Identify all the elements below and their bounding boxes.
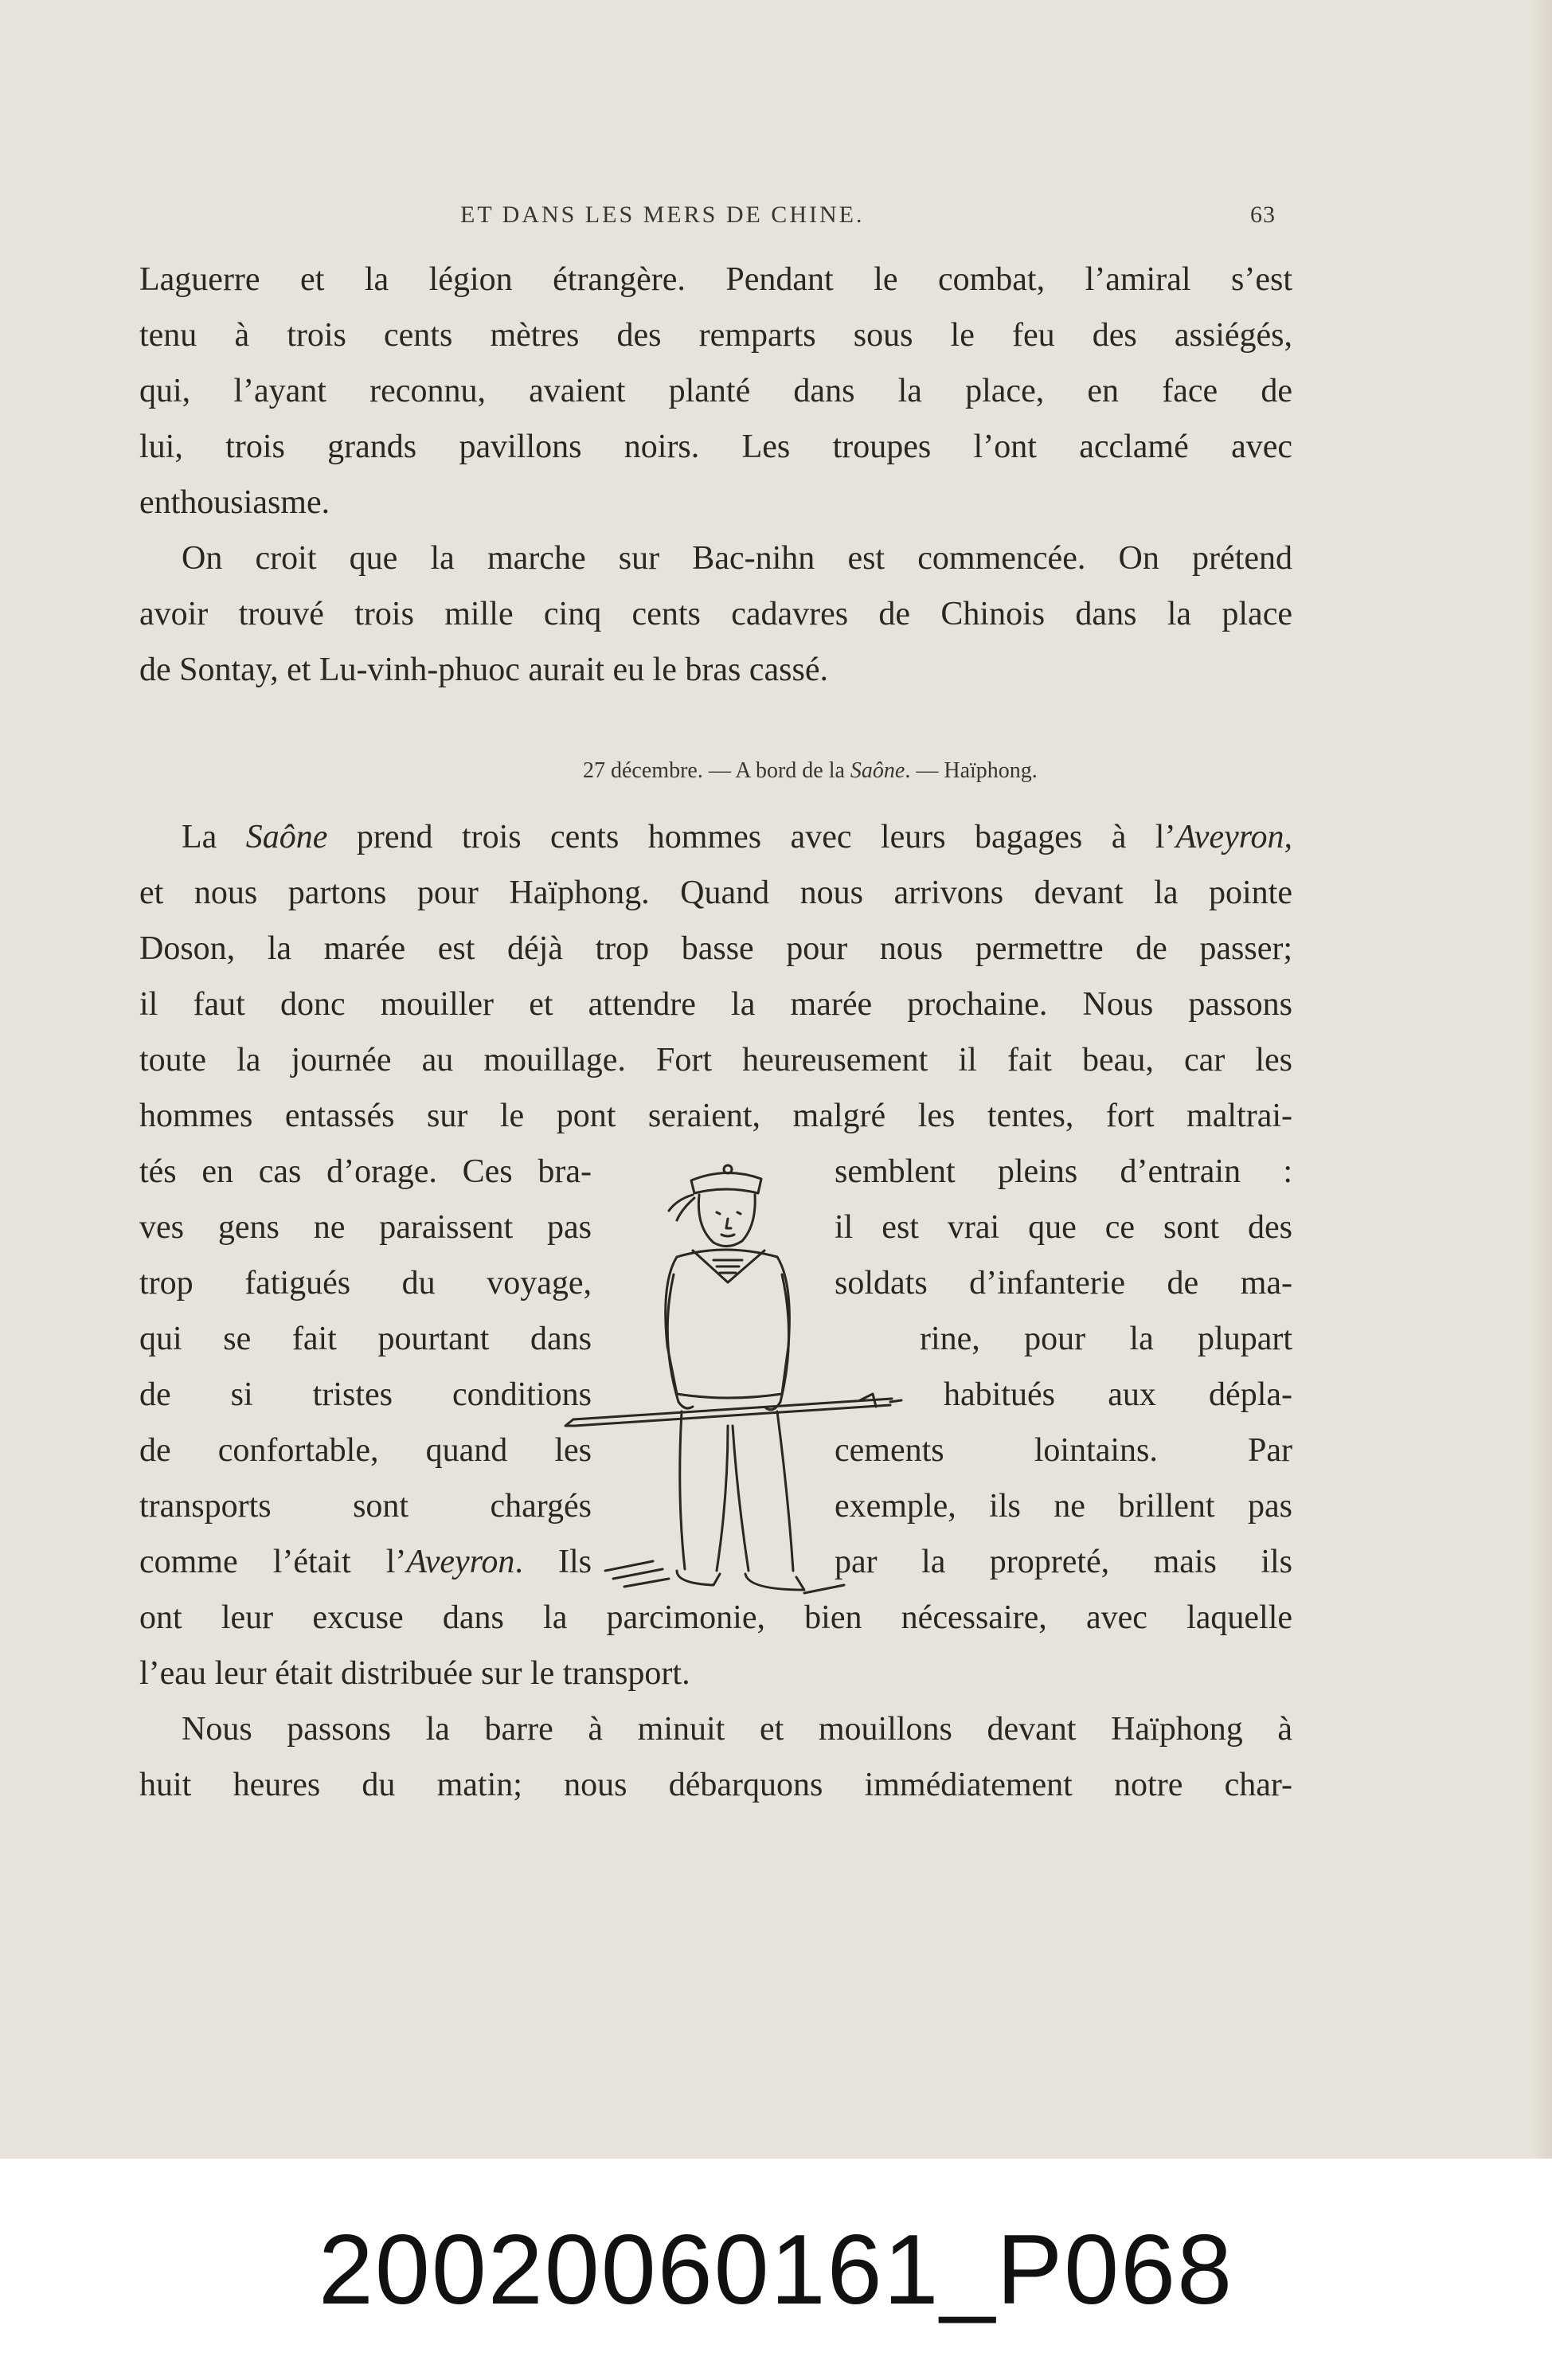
text-line: toute la journée au mouillage. Fort heureusement il fait beau, car les	[139, 1042, 1292, 1078]
text-line	[139, 1540, 592, 1584]
sailor-illustration	[557, 1163, 908, 1609]
text-line: l’eau leur était distribuée sur le transport.	[139, 1655, 690, 1692]
text-line: trop fatigués du voyage,	[139, 1265, 592, 1302]
text-line: rine, pour la plupart	[920, 1321, 1292, 1357]
text-line: et nous partons pour Haïphong. Quand nous arrivons devant la pointe	[139, 875, 1292, 911]
text-line: Laguerre et la légion étrangère. Pendant le combat, l’amiral s’est	[139, 261, 1292, 298]
text-line: Nous passons la barre à minuit et mouillons devant Haïphong à	[182, 1711, 1292, 1748]
text-line	[182, 815, 1292, 859]
text-line: enthousiasme.	[139, 484, 330, 521]
text-line: On croit que la marche sur Bac-nihn est commencée. On prétend	[182, 540, 1292, 577]
text-line: par la propreté, mais ils	[835, 1544, 1292, 1580]
text-line: tenu à trois cents mètres des remparts sous le feu des assiégés,	[139, 317, 1292, 354]
running-header	[0, 195, 1552, 243]
text-line: hommes entassés sur le pont seraient, malgré les tentes, fort maltrai-	[139, 1098, 1292, 1134]
text-line: transports sont chargés	[139, 1488, 592, 1525]
running-title: ET DANS LES MERS DE CHINE.	[460, 202, 865, 228]
text-line: lui, trois grands pavillons noirs. Les troupes l’ont acclamé avec	[139, 429, 1292, 465]
dateline-date: 27 décembre. — A bord de la	[583, 758, 845, 783]
text-line: de si tristes conditions	[139, 1376, 592, 1413]
dateline-ship: Saône	[850, 758, 905, 783]
text-line: avoir trouvé trois mille cinq cents cadavres de Chinois dans la place	[139, 596, 1292, 632]
text-line: huit heures du matin; nous débarquons immédiatement notre char-	[139, 1767, 1292, 1803]
text-line: tés en cas d’orage. Ces bra-	[139, 1153, 592, 1190]
text-line: semblent pleins d’entrain :	[835, 1153, 1292, 1190]
text-line: de Sontay, et Lu-vinh-phuoc aurait eu le bras cassé.	[139, 652, 828, 688]
ship-name: Saône	[245, 819, 328, 855]
text-line: cements lointains. Par	[835, 1432, 1292, 1469]
text-line: soldats d’infanterie de ma-	[835, 1265, 1292, 1302]
dateline-place: . — Haïphong.	[905, 758, 1038, 783]
text-line: qui, l’ayant reconnu, avaient planté dans la place, en face de	[139, 373, 1292, 409]
text-fragment: . Ils	[514, 1544, 592, 1580]
vessel-name: Aveyron	[406, 1544, 515, 1580]
dateline	[583, 755, 1212, 787]
footer	[0, 2159, 1552, 2380]
text-fragment: prend trois cents hommes avec leurs bagages à l’	[356, 819, 1176, 855]
text-line: il faut donc mouiller et attendre la marée prochaine. Nous passons	[139, 986, 1292, 1023]
text-line: ves gens ne paraissent pas	[139, 1209, 592, 1246]
text-line: il est vrai que ce sont des	[835, 1209, 1292, 1246]
text-line: Doson, la marée est déjà trop basse pour nous permettre de passer;	[139, 930, 1292, 967]
sailor-with-rifle-drawing	[565, 1165, 901, 1593]
text-fragment: comme l’était l’	[139, 1544, 407, 1580]
archive-id: 20020060161_P068	[318, 2215, 1234, 2325]
text-line: habitués aux dépla-	[944, 1376, 1292, 1413]
text-line: de confortable, quand les	[139, 1432, 592, 1469]
text-line: exemple, ils ne brillent pas	[835, 1488, 1292, 1525]
text-fragment: La	[182, 819, 217, 855]
page-number: 63	[1250, 202, 1276, 228]
text-line: ont leur excuse dans la parcimonie, bien nécessaire, avec laquelle	[139, 1599, 1292, 1636]
text-line: qui se fait pourtant dans	[139, 1321, 592, 1357]
vessel-name: Aveyron,	[1175, 819, 1293, 855]
